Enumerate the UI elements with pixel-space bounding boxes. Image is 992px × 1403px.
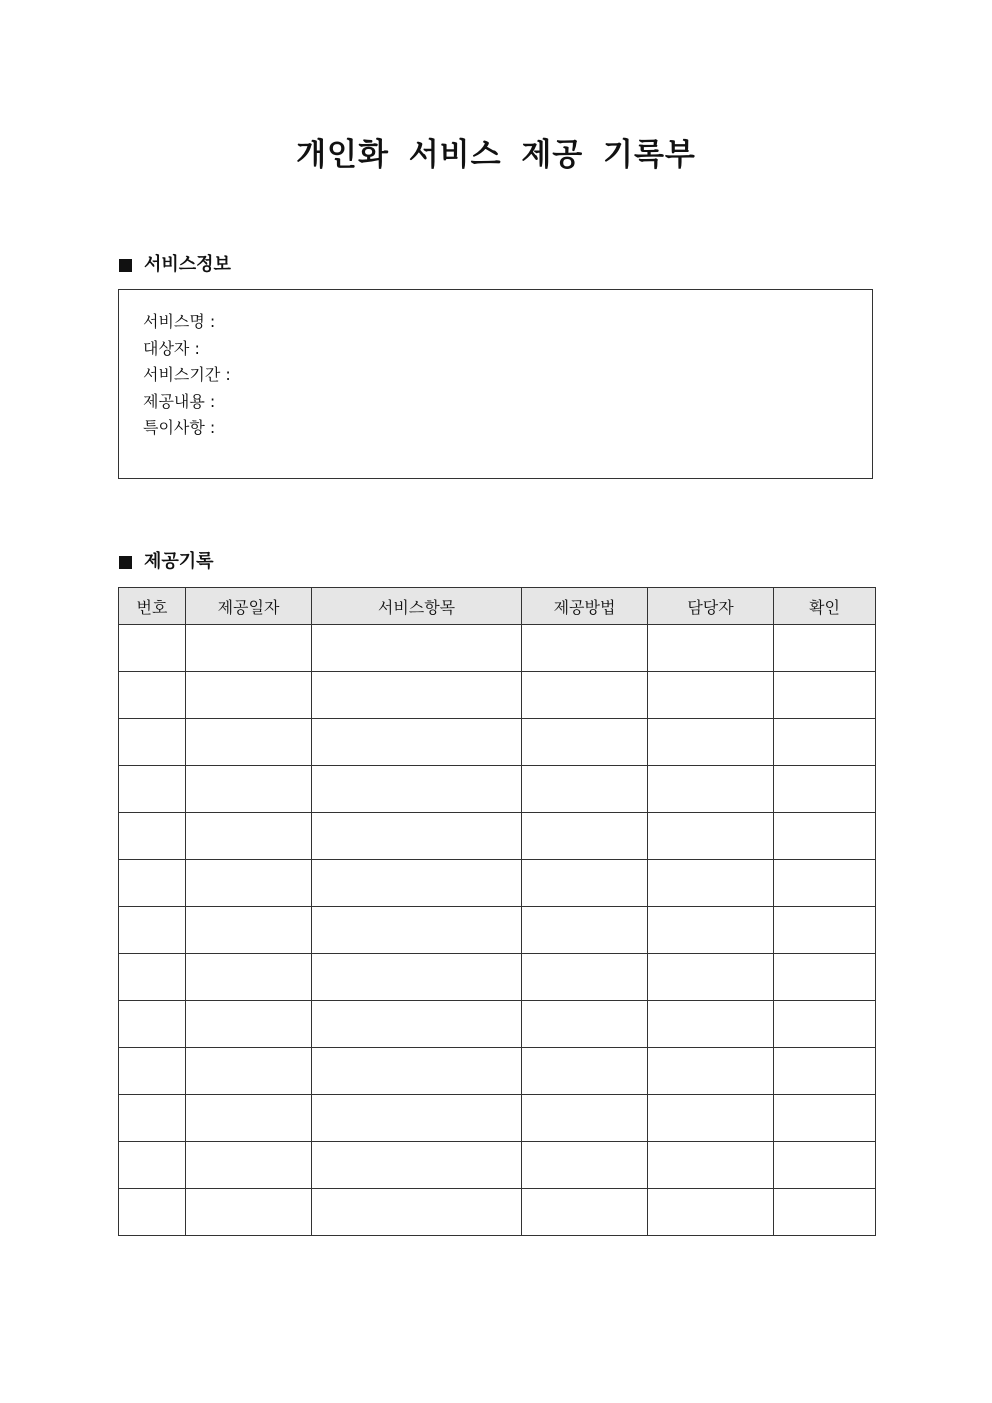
cell-confirm[interactable] [774,719,876,766]
cell-method[interactable] [522,1142,648,1189]
cell-manager[interactable] [648,1189,774,1236]
field-label: 서비스명 : [143,312,216,331]
cell-service-item[interactable] [312,907,522,954]
service-info-field-target[interactable] [143,336,231,363]
cell-method[interactable] [522,907,648,954]
table-row [119,766,876,813]
cell-date[interactable] [186,1142,312,1189]
cell-confirm[interactable] [774,1189,876,1236]
table-row [119,860,876,907]
cell-manager[interactable] [648,954,774,1001]
column-header-method: 제공방법 [522,588,648,625]
service-info-heading [119,253,231,277]
column-header-manager: 담당자 [648,588,774,625]
cell-number[interactable] [119,766,186,813]
square-bullet-icon [119,259,132,272]
cell-method[interactable] [522,672,648,719]
cell-date[interactable] [186,766,312,813]
cell-service-item[interactable] [312,625,522,672]
cell-confirm[interactable] [774,766,876,813]
cell-number[interactable] [119,813,186,860]
records-heading [119,550,214,574]
cell-confirm[interactable] [774,672,876,719]
cell-number[interactable] [119,672,186,719]
cell-number[interactable] [119,1189,186,1236]
cell-service-item[interactable] [312,860,522,907]
cell-number[interactable] [119,1095,186,1142]
records-body [119,625,876,1236]
service-info-heading-label: 서비스정보 [144,254,231,275]
cell-date[interactable] [186,813,312,860]
records-heading-label: 제공기록 [144,551,214,572]
service-info-list [143,309,231,442]
cell-confirm[interactable] [774,1001,876,1048]
column-header-number: 번호 [119,588,186,625]
cell-method[interactable] [522,766,648,813]
service-info-field-content[interactable] [143,389,231,416]
table-row [119,1142,876,1189]
square-bullet-icon [119,556,132,569]
cell-date[interactable] [186,1189,312,1236]
page-title: 개인화 서비스 제공 기록부 [296,137,696,173]
table-row [119,1095,876,1142]
cell-manager[interactable] [648,1142,774,1189]
records-table [118,587,876,1236]
cell-manager[interactable] [648,813,774,860]
field-label: 제공내용 : [143,391,216,411]
cell-manager[interactable] [648,625,774,672]
cell-service-item[interactable] [312,672,522,719]
cell-date[interactable] [186,1001,312,1048]
cell-date[interactable] [186,907,312,954]
table-row [119,954,876,1001]
cell-manager[interactable] [648,1095,774,1142]
cell-date[interactable] [186,954,312,1001]
table-row [119,1001,876,1048]
cell-manager[interactable] [648,1001,774,1048]
cell-method[interactable] [522,813,648,860]
service-info-field-service-name[interactable] [143,309,231,336]
cell-manager[interactable] [648,766,774,813]
cell-manager[interactable] [648,1048,774,1095]
cell-service-item[interactable] [312,766,522,813]
service-info-box [118,289,873,479]
cell-service-item[interactable] [312,1048,522,1095]
cell-confirm[interactable] [774,1048,876,1095]
cell-method[interactable] [522,1048,648,1095]
cell-confirm[interactable] [774,860,876,907]
cell-confirm[interactable] [774,1095,876,1142]
cell-date[interactable] [186,1048,312,1095]
column-header-confirm: 확인 [774,588,876,625]
table-row [119,813,876,860]
column-header-service-item: 서비스항목 [312,588,522,625]
cell-method[interactable] [522,954,648,1001]
cell-service-item[interactable] [312,954,522,1001]
cell-date[interactable] [186,1095,312,1142]
cell-confirm[interactable] [774,907,876,954]
table-header-row [119,588,876,625]
cell-number[interactable] [119,907,186,954]
service-info-field-period[interactable] [143,362,231,389]
cell-method[interactable] [522,1001,648,1048]
cell-method[interactable] [522,1095,648,1142]
table-row [119,1189,876,1236]
table-row [119,625,876,672]
field-label: 대상자 : [143,338,200,358]
cell-date[interactable] [186,672,312,719]
cell-manager[interactable] [648,907,774,954]
cell-number[interactable] [119,954,186,1001]
service-info-field-notes[interactable] [143,415,231,442]
cell-date[interactable] [186,625,312,672]
cell-confirm[interactable] [774,1142,876,1189]
cell-service-item[interactable] [312,719,522,766]
table-row [119,672,876,719]
cell-service-item[interactable] [312,1095,522,1142]
field-label: 특이사항 : [143,418,216,437]
cell-manager[interactable] [648,672,774,719]
cell-confirm[interactable] [774,954,876,1001]
cell-manager[interactable] [648,719,774,766]
cell-method[interactable] [522,1189,648,1236]
cell-method[interactable] [522,860,648,907]
cell-number[interactable] [119,1048,186,1095]
cell-service-item[interactable] [312,1001,522,1048]
table-row [119,719,876,766]
cell-number[interactable] [119,625,186,672]
column-header-date: 제공일자 [186,588,312,625]
cell-number[interactable] [119,1142,186,1189]
cell-service-item[interactable] [312,813,522,860]
cell-number[interactable] [119,1001,186,1048]
table-row [119,1048,876,1095]
cell-confirm[interactable] [774,625,876,672]
cell-date[interactable] [186,860,312,907]
cell-number[interactable] [119,719,186,766]
cell-method[interactable] [522,719,648,766]
cell-confirm[interactable] [774,813,876,860]
cell-number[interactable] [119,860,186,907]
cell-method[interactable] [522,625,648,672]
cell-service-item[interactable] [312,1189,522,1236]
field-label: 서비스기간 : [143,365,231,384]
cell-manager[interactable] [648,860,774,907]
cell-service-item[interactable] [312,1142,522,1189]
cell-date[interactable] [186,719,312,766]
table-row [119,907,876,954]
